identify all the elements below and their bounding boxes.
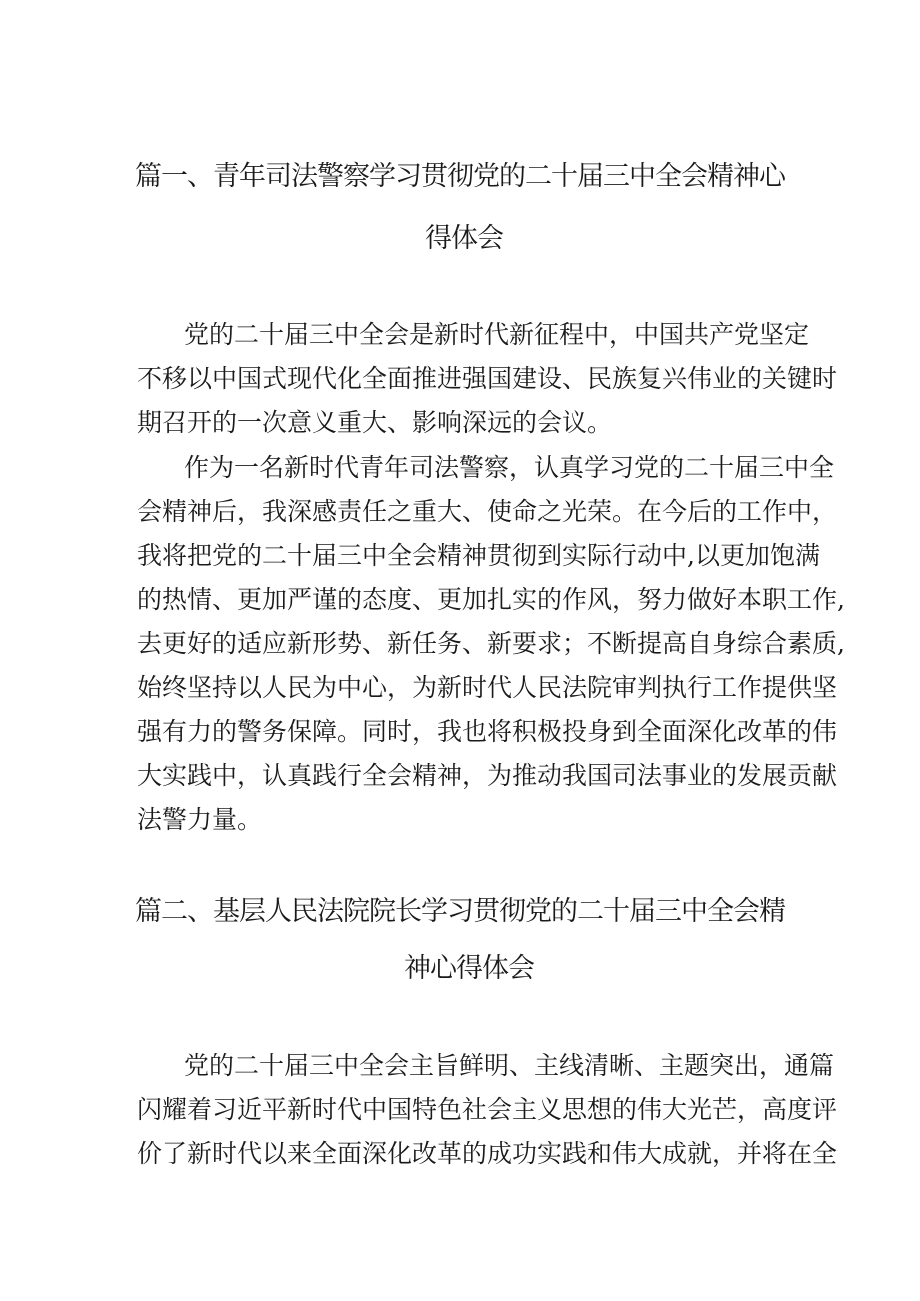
s1-p2-line-7: 强有力的警务保障。同时，我也将积极投身到全面深化改革的伟 xyxy=(137,717,838,746)
s1-p1-line-1: 党的二十届三中全会是新时代新征程中，中国共产党坚定 xyxy=(184,320,810,349)
s1-p2-line-1: 作为一名新时代青年司法警察，认真学习党的二十届三中全 xyxy=(184,453,835,482)
s1-p2-line-8: 大实践中，认真践行全会精神，为推动我国司法事业的发展贡献 xyxy=(137,761,838,790)
s1-p2-line-9: 法警力量。 xyxy=(137,805,263,834)
s1-p2-line-6: 始终坚持以人民为中心，为新时代人民法院审判执行工作提供坚 xyxy=(137,673,838,702)
s2-p1-line-2: 闪耀着习近平新时代中国特色社会主义思想的伟大光芒，高度评 xyxy=(137,1095,838,1124)
section-2-title-line-1: 篇二、基层人民法院院长学习贯彻党的二十届三中全会精 xyxy=(135,896,785,927)
section-1-title-line-1: 篇一、青年司法警察学习贯彻党的二十届三中全会精神心 xyxy=(135,161,785,192)
s1-p2-line-2: 会精神后，我深感责任之重大、使命之光荣。在今后的工作中， xyxy=(137,497,838,526)
section-2-title-line-2: 神心得体会 xyxy=(404,953,534,984)
s1-p1-line-3: 期召开的一次意义重大、影响深远的会议。 xyxy=(137,408,613,437)
s1-p1-line-2: 不移以中国式现代化全面推进强国建设、民族复兴伟业的关键时 xyxy=(137,364,838,393)
s1-p2-line-5: 去更好的适应新形势、新任务、新要求；不断提高自身综合素质, xyxy=(137,629,845,658)
s1-p2-line-4: 的热情、更加严谨的态度、更加扎实的作风，努力做好本职工作, xyxy=(137,585,845,614)
s2-p1-line-3: 价了新时代以来全面深化改革的成功实践和伟大成就，并将在全 xyxy=(137,1139,838,1168)
s1-p2-line-3: 我将把党的二十届三中全会精神贯彻到实际行动中,以更加饱满 xyxy=(137,541,820,570)
s2-p1-line-1: 党的二十届三中全会主旨鲜明、主线清晰、主题突出，通篇 xyxy=(184,1051,835,1080)
section-1-title-line-2: 得体会 xyxy=(425,223,503,254)
